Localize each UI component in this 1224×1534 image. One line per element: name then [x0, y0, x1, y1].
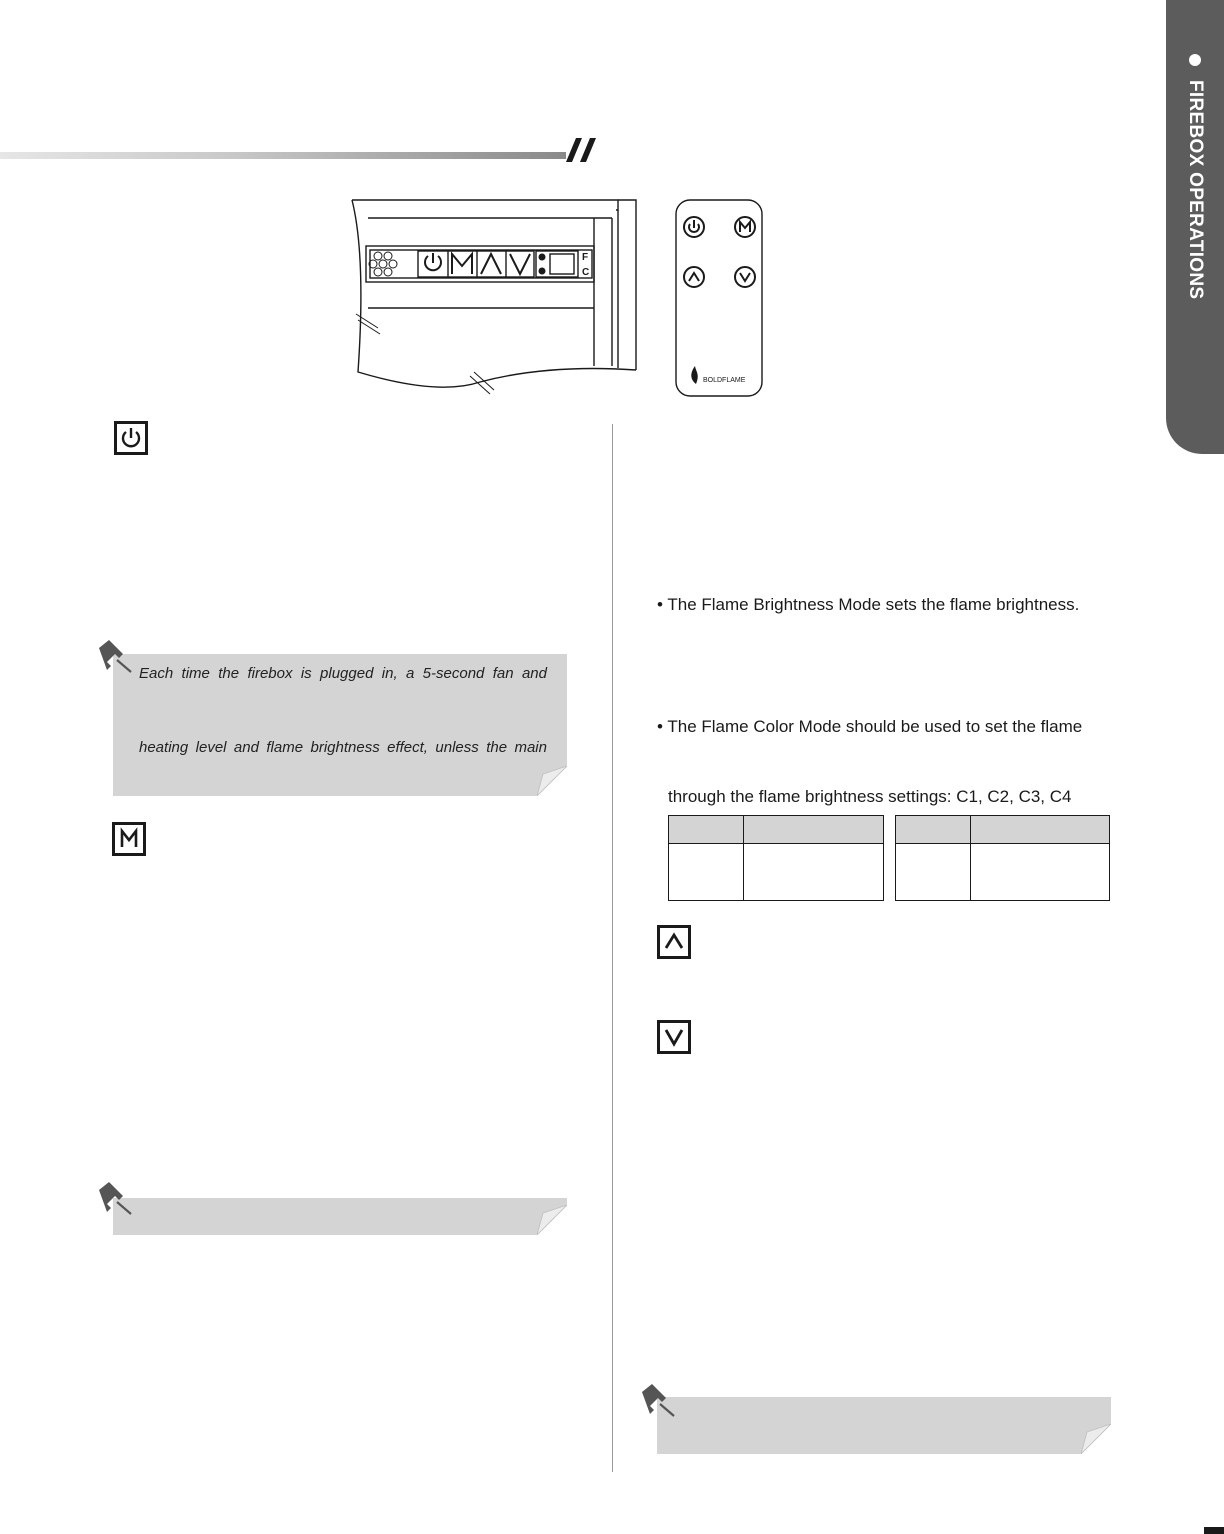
header-slash-mark	[566, 138, 598, 162]
table-cell	[669, 844, 744, 901]
table-cell	[971, 844, 1110, 901]
side-tab-bullet	[1189, 54, 1201, 66]
side-tab-label: FIREBOX OPERATIONS	[1185, 80, 1206, 300]
header-rule	[0, 152, 566, 159]
mode-key-icon	[112, 822, 146, 856]
table-header-cell	[896, 816, 971, 844]
table-header-cell	[669, 816, 744, 844]
temp-unit-c: C	[582, 267, 590, 278]
note-text-line-2: heating level and flame brightness effect, unless the main	[139, 739, 547, 756]
bullet-flame-brightness: • The Flame Brightness Mode sets the flame brightness.	[657, 595, 1080, 614]
settings-table-right	[895, 815, 1110, 901]
pushpin-icon	[97, 1182, 133, 1216]
color-settings-line: through the flame brightness settings: C1, C2, C3, C4	[668, 787, 1072, 806]
table-cell	[896, 844, 971, 901]
pushpin-icon	[640, 1384, 676, 1418]
remote-brand-logo: BOLDFLAME	[703, 377, 746, 384]
bullet-flame-color: • The Flame Color Mode should be used to set the flame	[657, 717, 1083, 736]
note-box-3	[657, 1397, 1111, 1454]
column-divider	[612, 424, 613, 1472]
note-text-line-1: Each time the firebox is plugged in, a 5-second fan and	[139, 665, 547, 682]
power-key-icon	[114, 421, 148, 455]
up-arrow-key-icon	[657, 925, 691, 959]
temp-unit-f: F	[582, 252, 589, 263]
pushpin-icon	[97, 640, 133, 674]
remote-control-illustration	[674, 198, 766, 398]
table-cell	[744, 844, 884, 901]
note-box-2	[113, 1198, 567, 1235]
table-header-cell	[744, 816, 884, 844]
firebox-control-panel-illustration	[348, 196, 640, 402]
page-corner-mark	[1204, 1527, 1224, 1534]
settings-table-left	[668, 815, 884, 901]
table-header-cell	[971, 816, 1110, 844]
down-arrow-key-icon	[657, 1020, 691, 1054]
